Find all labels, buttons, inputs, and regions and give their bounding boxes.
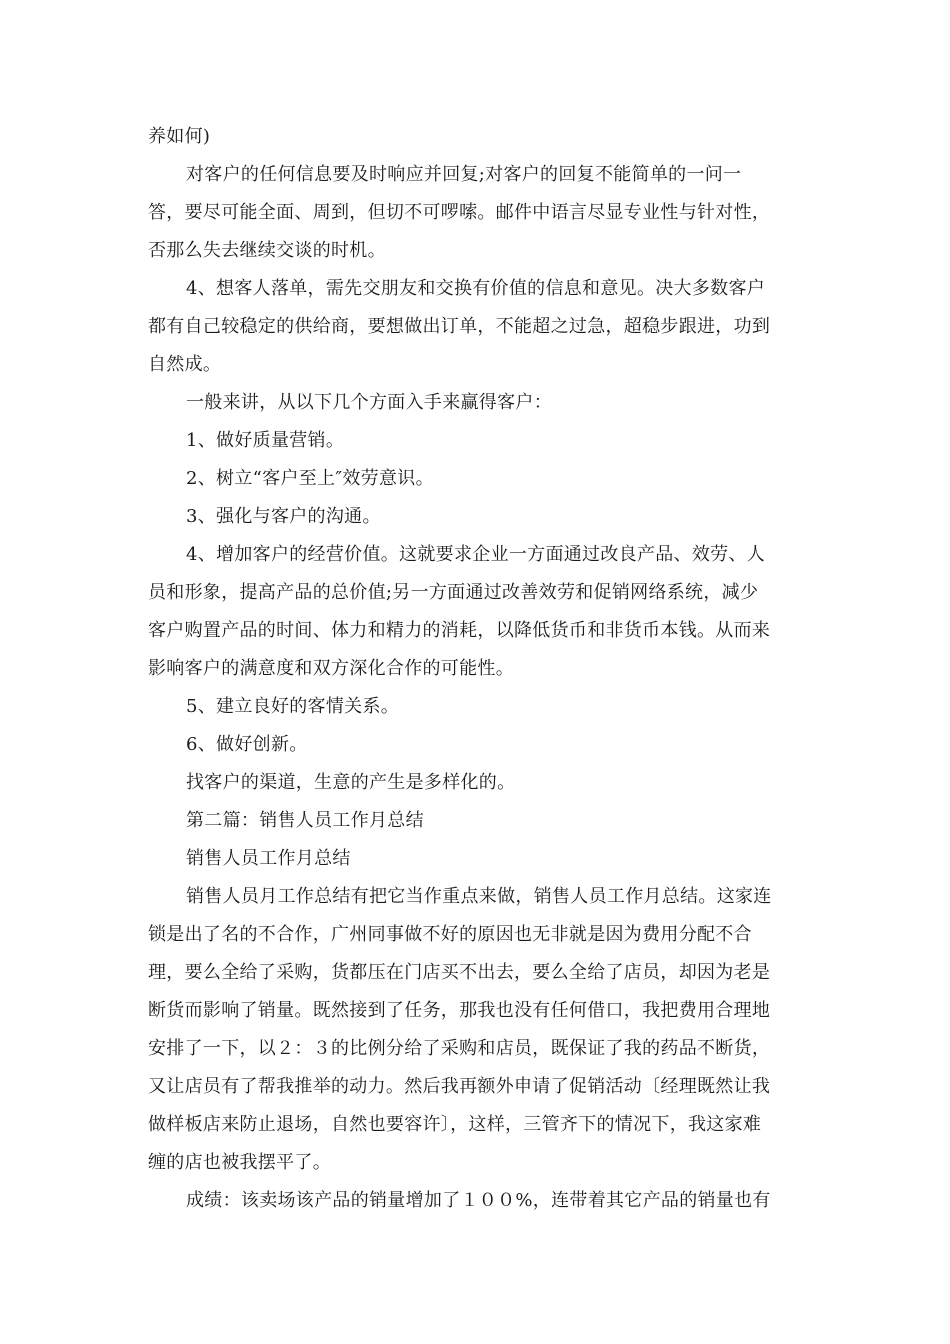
text-line: 5、建立良好的客情关系。 [186, 696, 400, 717]
text-line: 3、强化与客户的沟通。 [186, 506, 381, 527]
text-line: 影响客户的满意度和双方深化合作的可能性。 [148, 658, 514, 679]
text-line: 否那么失去继续交谈的时机。 [148, 240, 386, 261]
text-line: 客户购置产品的时间、体力和精力的消耗，以降低货币和非货币本钱。从而来 [148, 620, 771, 641]
text-line: 1、做好质量营销。 [186, 430, 345, 451]
text-line: 4、增加客户的经营价值。这就要求企业一方面通过改良产品、效劳、人 [186, 544, 766, 565]
text-line: 养如何) [148, 126, 211, 147]
text-line: 销售人员月工作总结有把它当作重点来做，销售人员工作月总结。这家连 [186, 886, 772, 907]
text-line: 锁是出了名的不合作，广州同事做不好的原因也无非就是因为费用分配不合 [148, 924, 752, 945]
text-line: 安排了一下，以２：３的比例分给了采购和店员，既保证了我的药品不断货， [148, 1038, 771, 1059]
text-line: 2、树立“客户至上″效劳意识。 [186, 468, 434, 489]
section-subheading: 销售人员工作月总结 [186, 848, 351, 869]
text-line: 断货而影响了销量。既然接到了任务，那我也没有任何借口，我把费用合理地 [148, 1000, 771, 1021]
text-line: 6、做好创新。 [186, 734, 308, 755]
section-heading: 第二篇：销售人员工作月总结 [186, 810, 424, 831]
text-line: 理，要么全给了采购，货都压在门店买不出去，要么全给了店员，却因为老是 [148, 962, 771, 983]
text-line: 又让店员有了帮我推举的动力。然后我再额外申请了促销活动〔经理既然让我 [148, 1076, 771, 1097]
text-line: 自然成。 [148, 354, 222, 375]
text-line: 4、想客人落单，需先交朋友和交换有价值的信息和意见。决大多数客户 [186, 278, 766, 299]
text-line: 找客户的渠道，生意的产生是多样化的。 [186, 772, 516, 793]
text-line: 对客户的任何信息要及时响应并回复;对客户的回复不能简单的一问一 [186, 164, 742, 185]
text-line: 一般来讲，从以下几个方面入手来赢得客户： [186, 392, 552, 413]
text-line: 缠的店也被我摆平了。 [148, 1152, 331, 1173]
text-line: 员和形象，提高产品的总价值;另一方面通过改善效劳和促销网络系统，减少 [148, 582, 759, 603]
text-line: 答，要尽可能全面、周到，但切不可啰嗦。邮件中语言尽显专业性与针对性， [148, 202, 771, 223]
text-line: 成绩：该卖场该产品的销量增加了１００%，连带着其它产品的销量也有 [186, 1190, 771, 1211]
text-line: 都有自己较稳定的供给商，要想做出订单，不能超之过急，超稳步跟进，功到 [148, 316, 771, 337]
text-line: 做样板店来防止退场，自然也要容许〕，这样，三管齐下的情况下，我这家难 [148, 1114, 762, 1135]
